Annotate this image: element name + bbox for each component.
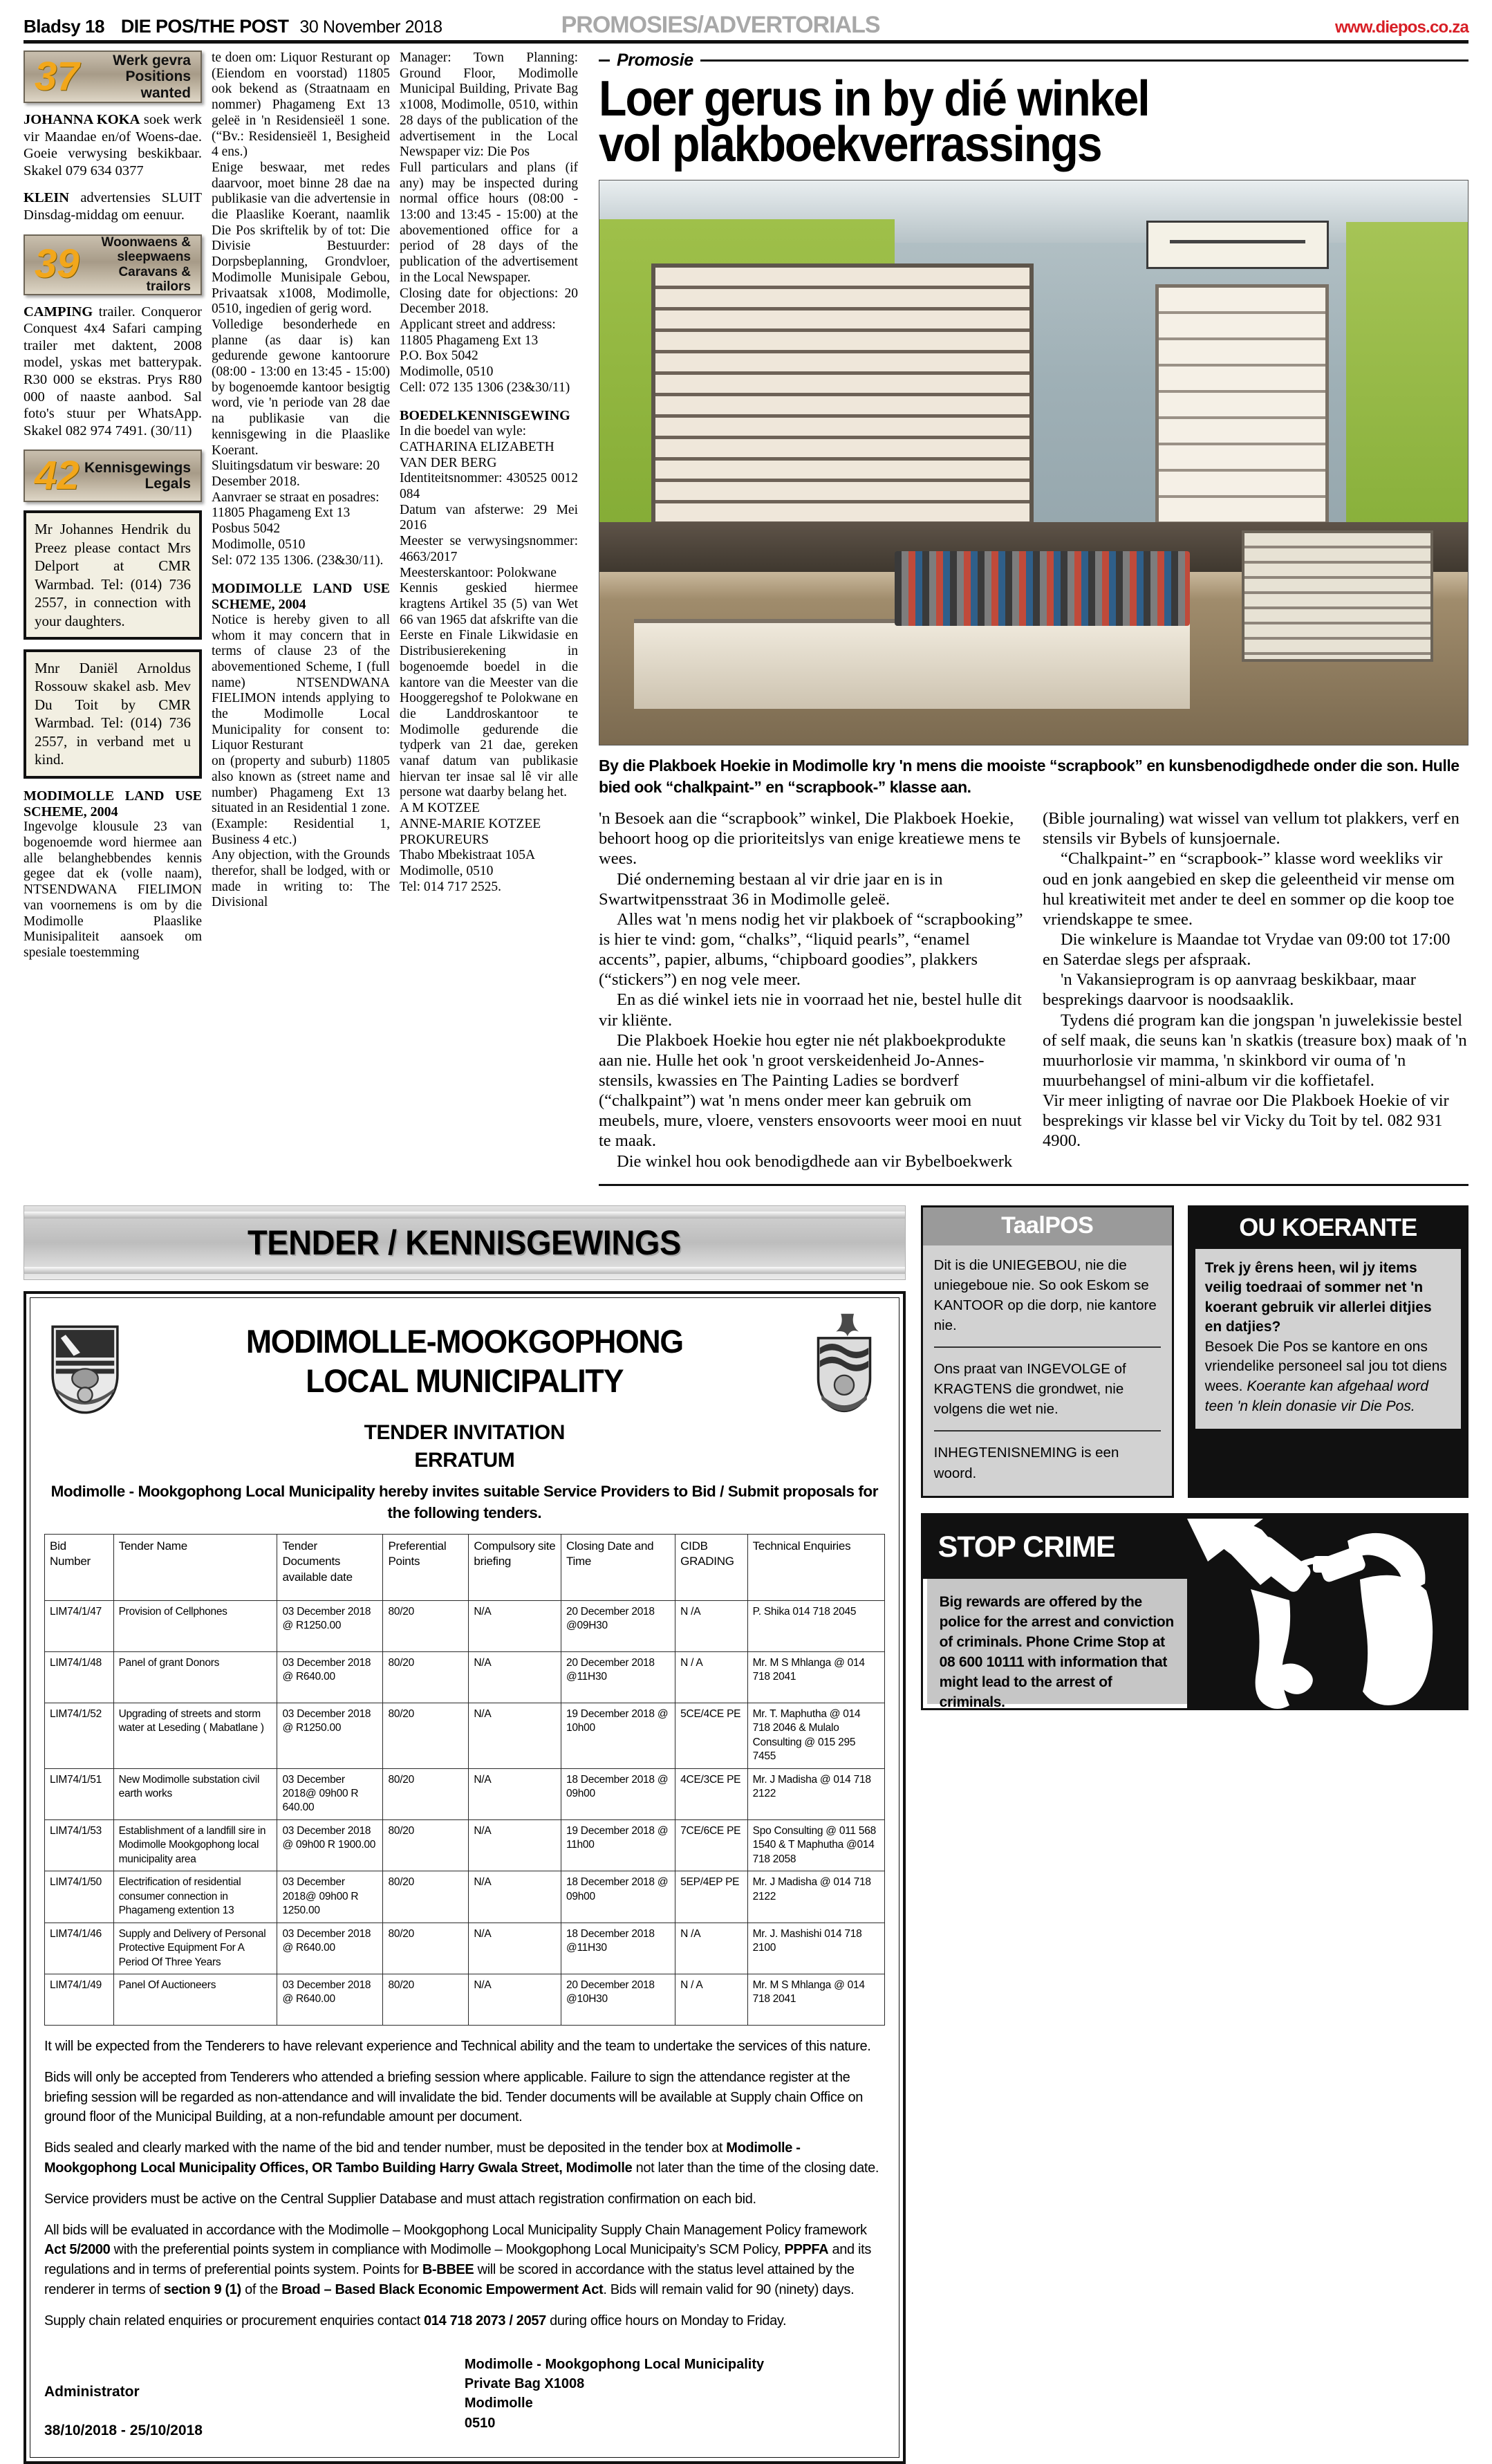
notice-text: Posbus 5042 <box>212 521 281 537</box>
notice-text: Kennis geskied hiermee kragtens Artikel 35 (5) van Wet 66 van 1965 dat afskrifte van die Eerste en Finale Likwidasie en Distribusierekening in bogenoemde boedel in die kantore van die Meester van die Hooggeregshof te Polokwane en die Landdroskantoor te Modimolle gedurende die tydperk van 21 dae, gereken vanaf datum van publikasie hiervan ter insae sal lê vir alle persone wat daarby belang het. <box>400 581 578 800</box>
notice-heading: MODIMOLLE LAND USE SCHEME, 2004 <box>24 788 202 819</box>
paragraph: “Chalkpaint-” en “scrapbook-” klasse word weekliks vir oud en jonk aangebied en skep die geleentheid vir mense om hul kreatiwiteit met ander te deel en sommer op die koop toe vriendskappe te smee. <box>1043 849 1455 929</box>
horizontal-rule <box>700 59 1468 62</box>
cell-tender-name: New Modimolle substation civil earth works <box>113 1768 277 1819</box>
col-header-closing-date: Closing Date and Time <box>561 1534 675 1600</box>
notice-text: Full particulars and plans (if any) may be inspected during normal office hours (08:00 - 13:00 and 13:45 - 15:00) at the abovementioned office for a period of 28 days of the publication of the advertisement in the Local Newspaper. <box>400 160 578 285</box>
cell-closing-date: 20 December 2018 @09H30 <box>561 1600 675 1651</box>
notice-text: Meester se verwysingsnommer: 4663/2017 <box>400 534 578 564</box>
category-banner-42 <box>24 450 202 502</box>
cell-bid-number: LIM74/1/50 <box>45 1871 114 1923</box>
tender-invitation-title: TENDER INVITATION <box>364 1420 566 1444</box>
classifieds-column-3 <box>400 50 578 1196</box>
taalpos-tip-2: Ons praat van INGEVOLGE of KRAGTENS die grondwet, nie volgens die wet nie. <box>933 1361 1126 1418</box>
promo-label-row <box>599 50 1468 71</box>
cell-cidb-grading: 5CE/4CE PE <box>675 1703 747 1768</box>
category-label: Kennisgewings Legals <box>84 459 191 492</box>
masthead <box>24 0 1468 40</box>
ou-koerante-title: OU KOERANTE <box>1190 1207 1466 1249</box>
table-row <box>45 1974 885 2025</box>
tender-paragraph-4: Service providers must be active on the Central Supplier Database and must attach registration confirmation on each bid. <box>44 2191 756 2207</box>
notice-text: A M KOTZEE <box>400 801 480 816</box>
notice-heading: MODIMOLLE LAND USE SCHEME, 2004 <box>212 581 390 612</box>
cell-bid-number: LIM74/1/52 <box>45 1703 114 1768</box>
cell-bid-number: LIM74/1/47 <box>45 1600 114 1651</box>
ou-koerante-body <box>1195 1249 1461 1429</box>
tender-banner-title: TENDER / KENNISGEWINGS <box>248 1223 682 1262</box>
classified-ad-camping: CAMPING trailer. Conqueror Conquest 4x4 Safari camping trailer met daktent, 2008 model, yskas met batterypak. R30 000 se ekstras. Prys R80 000 of naaste aanbod. Sal foto's stuur per WhatsApp. Skakel 082 974 7491. (30/11) <box>24 304 202 438</box>
category-banner-37 <box>24 50 202 103</box>
cell-documents-date: 03 December 2018 @ 09h00 R 1900.00 <box>277 1819 383 1871</box>
ou-koerante-box <box>1188 1205 1468 1498</box>
category-number: 37 <box>35 53 80 99</box>
notice-text: ANNE-MARIE KOTZEE PROKUREURS <box>400 816 541 847</box>
promo-label: Promosie <box>617 50 693 70</box>
page-number-label: Bladsy 18 <box>24 16 104 37</box>
cell-preferential-points: 80/20 <box>383 1651 469 1703</box>
municipality-line-1: MODIMOLLE-MOOKGOPHONG <box>245 1323 683 1360</box>
tender-paragraph-3: Bids sealed and clearly marked with the name of the bid and tender number, must be deposited in the tender box at Modimolle - Mookgophong Local Municipality Offices, OR Tambo Building Harry Gwala Street, Modimolle not later than the time of the closing date. <box>44 2140 879 2176</box>
cell-preferential-points: 80/20 <box>383 1600 469 1651</box>
paragraph: Alles wat 'n mens nodig het vir plakboek of “scrapbooking” is hier te vind: gom, “chalks”, “liquid pearls”, “enamel accents”, papier, albums, “chipboard goodies”, plakkers (“stickers”) en nog vele meer. <box>599 909 1023 990</box>
category-number: 39 <box>35 241 80 287</box>
notice-text: Sluitingsdatum vir besware: 20 Desember 2018. <box>212 458 380 489</box>
category-label: Woonwaens & sleepwaens Caravans & trailors <box>101 235 191 294</box>
dash-icon <box>599 59 610 62</box>
masthead-rule <box>24 40 1468 44</box>
cell-tender-name: Upgrading of streets and storm water at Leseding ( Mabatlane ) <box>113 1703 277 1768</box>
cell-closing-date: 19 December 2018 @ 10h00 <box>561 1703 675 1768</box>
table-row <box>45 1600 885 1651</box>
advertorial-section <box>584 50 1468 1196</box>
ou-koerante-bold-text: Trek jy êrens heen, wil jy items veilig toedraai of sommer net 'n koerant gebruik vir allerlei ditjies en datjies? <box>1204 1259 1432 1335</box>
municipality-crest-right-icon <box>803 1310 885 1414</box>
notice-text: Sel: 072 135 1306. (23&30/11). <box>212 553 384 568</box>
col-header-preferential-points: Preferential Points <box>383 1534 469 1600</box>
tender-paragraph-1: It will be expected from the Tenderers to have relevant experience and Technical ability and the team to undertake the services of this nature. <box>44 2038 871 2054</box>
cell-site-briefing: N/A <box>469 1974 561 2025</box>
lower-content-area <box>24 1205 1468 2464</box>
cell-tender-name: Supply and Delivery of Personal Protective Equipment For A Period Of Three Years <box>113 1923 277 1974</box>
paragraph: Vir meer inligting of navrae oor Die Plakboek Hoekie of vir besprekings vir klasse bel vir Vicky du Toit by tel. 082 931 4900. <box>1043 1091 1449 1151</box>
notice-text: Aanvraer se straat en posadres: <box>212 490 380 505</box>
cell-technical-enquiries: Mr. T. Maphutha @ 014 718 2046 & Mulalo Consulting @ 015 295 7455 <box>747 1703 884 1768</box>
cell-cidb-grading: 5EP/4EP PE <box>675 1871 747 1923</box>
taalpos-body <box>923 1245 1172 1496</box>
cell-preferential-points: 80/20 <box>383 1768 469 1819</box>
top-content-area <box>24 50 1468 1196</box>
notice-text: Tel: 014 717 2525. <box>400 879 502 894</box>
table-row <box>45 1768 885 1819</box>
notice-text: Datum van afsterwe: 29 Mei 2016 <box>400 502 578 533</box>
cell-closing-date: 18 December 2018 @11H30 <box>561 1923 675 1974</box>
cell-cidb-grading: N / A <box>675 1974 747 2025</box>
website-url[interactable]: www.diepos.co.za <box>1334 18 1468 37</box>
cell-closing-date: 19 December 2018 @ 11h00 <box>561 1819 675 1871</box>
boxed-ad-rossouw: Mnr Daniël Arnoldus Rossouw skakel asb. Mev Du Toit by CMR Warmbad. Tel: (014) 736 2557, in verband met u kind. <box>24 649 202 779</box>
table-row <box>45 1871 885 1923</box>
cell-site-briefing: N/A <box>469 1600 561 1651</box>
cell-site-briefing: N/A <box>469 1703 561 1768</box>
issue-date: 30 November 2018 <box>299 17 442 37</box>
col-header-documents-date: Tender Documents available date <box>277 1534 383 1600</box>
cell-site-briefing: N/A <box>469 1923 561 1974</box>
cell-cidb-grading: N /A <box>675 1923 747 1974</box>
notice-text: Thabo Mbekistraat 105A <box>400 848 536 863</box>
cell-tender-name: Provision of Cellphones <box>113 1600 277 1651</box>
classifieds-column-1 <box>24 50 202 1196</box>
boxed-ad-du-preez: Mr Johannes Hendrik du Preez please contact Mrs Delport at CMR Warmbad. Tel: (014) 736 2557, in connection with your daughters. <box>24 510 202 640</box>
divider <box>934 1430 1161 1432</box>
cell-site-briefing: N/A <box>469 1871 561 1923</box>
cell-bid-number: LIM74/1/53 <box>45 1819 114 1871</box>
cell-preferential-points: 80/20 <box>383 1923 469 1974</box>
table-header-row <box>45 1534 885 1600</box>
paragraph: Die winkelure is Maandae tot Vrydae van 09:00 tot 17:00 en Saterdae slegs per afspraak. <box>1043 930 1451 970</box>
classified-ad-klein: KLEIN advertensies SLUIT Dinsdag-middag om eenuur. <box>24 190 202 223</box>
advertorial-column-1 <box>599 808 1025 1171</box>
tender-section <box>24 1205 906 2464</box>
cell-site-briefing: N/A <box>469 1768 561 1819</box>
col-header-bid-number: Bid Number <box>45 1534 114 1600</box>
administrator-block <box>44 2355 465 2439</box>
address-line-4: 0510 <box>464 2415 496 2431</box>
notice-text: te doen om: Liquor Resturant op (Eiendom en voorstad) 11805 ook bekend as (Straatnaam en nommer) Phagameng Ext 13 geleë in 'n Residensieël 1 sone. (“Bv.: Residensieël 1, Besigheid 4 ens.) <box>212 50 390 160</box>
address-line-1: Modimolle - Mookgophong Local Municipality <box>464 2356 765 2372</box>
tender-advert-box <box>24 1291 906 2464</box>
tender-intro-text: Modimolle - Mookgophong Local Municipality hereby invites suitable Service Providers to Bid / Submit proposals for the following tenders. <box>50 1482 879 1522</box>
municipality-header <box>44 1310 885 1414</box>
notice-text: P.O. Box 5042 <box>400 349 478 364</box>
cell-preferential-points: 80/20 <box>383 1974 469 2025</box>
cell-documents-date: 03 December 2018@ 09h00 R 640.00 <box>277 1768 383 1819</box>
cell-closing-date: 18 December 2018 @ 09h00 <box>561 1871 675 1923</box>
col-header-site-briefing: Compulsory site briefing <box>469 1534 561 1600</box>
notice-text: on (property and suburb) 11805 also known as (street name and number) Phagameng Ext 13 situated in an Residential 1 zone. (Example: Residential 1, Business 4 etc.) <box>212 754 390 847</box>
section-title: PROMOSIES/ADVERTORIALS <box>561 12 880 38</box>
notice-text: CATHARINA ELIZABETH VAN DER BERG <box>400 439 554 470</box>
cell-documents-date: 03 December 2018 @ R640.00 <box>277 1651 383 1703</box>
notice-text: Any objection, with the Grounds therefor, shall be lodged, with or made in writing to: The Divisional <box>212 848 390 910</box>
cell-technical-enquiries: Mr. J. Mashishi 014 718 2100 <box>747 1923 884 1974</box>
stop-crime-ad <box>921 1513 1468 1710</box>
notice-text: In die boedel van wyle: <box>400 424 527 439</box>
cell-preferential-points: 80/20 <box>383 1871 469 1923</box>
advertorial-photo <box>599 180 1468 745</box>
municipality-crest-left-icon <box>44 1310 126 1414</box>
paragraph: Die winkel hou ook benodigdhede aan vir Bybelboekwerk <box>617 1151 1013 1171</box>
right-rail <box>921 1205 1468 2464</box>
classifieds-section <box>24 50 584 1196</box>
paragraph: En as dié winkel iets nie in voorraad het nie, bestel hulle dit vir kliënte. <box>599 990 1022 1030</box>
col-header-tender-name: Tender Name <box>113 1534 277 1600</box>
notice-text: Modimolle, 0510 <box>212 537 306 552</box>
notice-text: Modimolle, 0510 <box>400 364 494 380</box>
taalpos-tip-1: Dit is die UNIEGEBOU, nie die uniegeboue nie. So ook Eskom se KANTOOR op die dorp, nie kantore nie. <box>933 1257 1157 1334</box>
table-body <box>45 1600 885 2025</box>
cell-closing-date: 20 December 2018 @10H30 <box>561 1974 675 2025</box>
paragraph: 'n Besoek aan die “scrapbook” winkel, Die Plakboek Hoekie, behoort hoog op die prioriteitslys van enige kreatiewe mens te wees. <box>599 809 1021 869</box>
cell-closing-date: 20 December 2018 @11H30 <box>561 1651 675 1703</box>
paragraph: Die Plakboek Hoekie hou egter nie nét plakboekprodukte aan nie. Hulle het ook 'n groot verskeidenheid Jo-Annes-stensils, kwassies en The Painting Ladies se bordverf (“chalkpaint”) wat 'n mens onder meer kan gebruik om meubels, mure, vloere, vensters ensovoorts weer mooi en nuut te maak. <box>599 1030 1022 1151</box>
cell-site-briefing: N/A <box>469 1651 561 1703</box>
classified-ad-johanna: JOHANNA KOKA soek werk vir Maandae en/of Woens-dae. Goeie verwysing beskikbaar. Skakel 079 634 0377 <box>24 112 202 178</box>
advertorial-headline: Loer gerus in by dié winkel vol plakboekverrassings <box>599 71 1149 173</box>
table-row <box>45 1923 885 1974</box>
tender-paragraph-6: Supply chain related enquiries or procurement enquiries contact 014 718 2073 / 2057 during office hours on Monday to Friday. <box>44 2313 787 2328</box>
cell-documents-date: 03 December 2018@ 09h00 R 1250.00 <box>277 1871 383 1923</box>
taalpos-box <box>921 1205 1174 1498</box>
notice-text: 11805 Phagameng Ext 13 <box>400 333 539 348</box>
notice-text: Modimolle, 0510 <box>400 863 494 878</box>
notice-text: Identiteitsnommer: 430525 0012 084 <box>400 471 578 502</box>
cell-cidb-grading: 4CE/3CE PE <box>675 1768 747 1819</box>
notice-body: Ingevolge klousule 23 van bogenoemde word hiermee aan alle belanghebbendes kennis gegee dat ek (volle naam), NTSENDWANA FIELIMON van voornemens is om by die Modimolle Plaaslike Munisipaliteit aansoek om spesiale toestemming <box>24 819 202 960</box>
cell-technical-enquiries: Mr. M S Mhlanga @ 014 718 2041 <box>747 1651 884 1703</box>
cell-technical-enquiries: Mr. M S Mhlanga @ 014 718 2041 <box>747 1974 884 2025</box>
cell-bid-number: LIM74/1/51 <box>45 1768 114 1819</box>
photo-caption: By die Plakboek Hoekie in Modimolle kry 'n mens die mooiste “scrapbook” en kunsbenodigdhede onder die son. Hulle bied ook “chalkpaint-” en “scrapbook-” klasse aan. <box>599 757 1460 796</box>
notice-text: Volledige besonderhede en planne (as daar is) kan gedurende gewone kantoorure (08:00 - 13:00 en 13:45 - 15:00) by bogenoemde kantoor besigtig word, vie 'n periode van 28 dae na publikasie van die kennisgewing in die Plaaslike Koerant. <box>212 317 390 458</box>
cell-bid-number: LIM74/1/46 <box>45 1923 114 1974</box>
ou-koerante-text: Besoek Die Pos se kantore en ons vriendelike personeel sal jou tot diens wees. Koerante kan afgehaal word teen 'n klein donasie vir Die Pos. <box>1204 1338 1447 1414</box>
cell-preferential-points: 80/20 <box>383 1819 469 1871</box>
category-label: Werk gevra Positions wanted <box>113 52 191 101</box>
taalpos-title: TaalPOS <box>923 1207 1172 1245</box>
table-row <box>45 1703 885 1768</box>
cell-cidb-grading: N / A <box>675 1651 747 1703</box>
cell-technical-enquiries: Mr. J Madisha @ 014 718 2122 <box>747 1871 884 1923</box>
municipality-line-2: LOCAL MUNICIPALITY <box>306 1362 624 1400</box>
section-divider <box>599 1184 1468 1186</box>
table-row <box>45 1819 885 1871</box>
cell-site-briefing: N/A <box>469 1819 561 1871</box>
cell-bid-number: LIM74/1/48 <box>45 1651 114 1703</box>
cell-tender-name: Electrification of residential consumer connection in Phagameng extention 13 <box>113 1871 277 1923</box>
cell-cidb-grading: 7CE/6CE PE <box>675 1819 747 1871</box>
handcuffs-icon <box>1187 1515 1466 1708</box>
erratum-title: ERRATUM <box>414 1448 515 1472</box>
cell-documents-date: 03 December 2018 @ R1250.00 <box>277 1600 383 1651</box>
tender-signature-row <box>44 2355 885 2439</box>
cell-closing-date: 18 December 2018 @ 09h00 <box>561 1768 675 1819</box>
taalpos-tip-3: INHEGTENISNEMING is een woord. <box>933 1445 1119 1481</box>
advertorial-column-2 <box>1043 808 1468 1171</box>
notice-text: Manager: Town Planning: Ground Floor, Modimolle Municipal Building, Private Bag x1008, Modimolle, 0510, within 28 days of the publication of the advertisement in the Local Newspaper viz: Die Pos <box>400 50 578 160</box>
notice-heading: BOEDELKENNISGEWING <box>400 408 570 424</box>
cell-tender-name: Establishment of a landfill sire in Modimolle Mookgophong local municipality area <box>113 1819 277 1871</box>
notice-text: 11805 Phagameng Ext 13 <box>212 506 351 521</box>
classified-notice-1 <box>24 788 202 961</box>
paragraph: 'n Vakansieprogram is op aanvraag beskikbaar, maar besprekings daarvoor is noodsaaklik. <box>1043 970 1416 1010</box>
notice-text: Cell: 072 135 1306 (23&30/11) <box>400 380 570 395</box>
publication-title: DIE POS/THE POST <box>120 16 289 37</box>
tender-table <box>44 1534 885 2026</box>
notice-text: Enige beswaar, met redes daarvoor, moet binne 28 dae na publikasie van die advertensie in die Plaaslike Koerant, naamlik Die Pos skriftelik by of tot: Die Divisie Bestuurder: Dorpsbeplanning, Grondvloer, Modimolle Munisipale Gebou, Privaatsak x1008, Modimolle, 0510, ingedien of gerig word. <box>212 160 390 317</box>
cell-documents-date: 03 December 2018 @ R640.00 <box>277 1974 383 2025</box>
address-line-3: Modimolle <box>464 2396 533 2411</box>
tender-reference: 38/10/2018 - 25/10/2018 <box>44 2422 203 2438</box>
cell-technical-enquiries: Spo Consulting @ 011 568 1540 & T Maphutha @014 718 2058 <box>747 1819 884 1871</box>
cell-tender-name: Panel Of Auctioneers <box>113 1974 277 2025</box>
paragraph: Tydens dié program kan die jongspan 'n juwelekissie bestel of self maak, die seuns kan 'n skatkis (treasure box) maak of 'n muurhorlosie vir mamma, 'n skinkbord vir ouma of 'n muurbehangsel of mini-album vir die koffietafel. <box>1043 1010 1467 1091</box>
category-banner-39 <box>24 234 202 295</box>
paragraph: Dié onderneming bestaan al vir drie jaar en is in Swartwitpensstraat 36 in Modimolle geleë. <box>599 869 943 909</box>
notice-text: Applicant street and address: <box>400 317 556 332</box>
cell-bid-number: LIM74/1/49 <box>45 1974 114 2025</box>
cell-technical-enquiries: P. Shika 014 718 2045 <box>747 1600 884 1651</box>
cell-technical-enquiries: Mr. J Madisha @ 014 718 2122 <box>747 1768 884 1819</box>
table-row <box>45 1651 885 1703</box>
address-line-2: Private Bag X1008 <box>464 2375 585 2391</box>
col-header-technical-enquiries: Technical Enquiries <box>747 1534 884 1600</box>
divider <box>934 1346 1161 1348</box>
paragraph: (Bible journaling) wat wissel van vellum tot plakkers, verf en stensils vir Bybels of kunsjoernale. <box>1043 809 1460 849</box>
notice-text: Notice is hereby given to all whom it may concern that in terms of clause 23 of the abovementioned Scheme, I (full name) NTSENDWANA FIELIMON intends applying to the Modimolle Local Municipality for consent to: Liquor Resturant <box>212 612 390 753</box>
municipality-address-block <box>465 2355 764 2439</box>
cell-documents-date: 03 December 2018 @ R1250.00 <box>277 1703 383 1768</box>
notice-text: Meesterskantoor: Polokwane <box>400 565 557 580</box>
category-number: 42 <box>35 453 80 499</box>
notice-text: Closing date for objections: 20 December 2018. <box>400 286 578 317</box>
rail-top-row <box>921 1205 1468 1498</box>
advertorial-body <box>599 808 1468 1171</box>
classifieds-column-2 <box>212 50 390 1196</box>
cell-tender-name: Panel of grant Donors <box>113 1651 277 1703</box>
col-header-cidb-grading: CIDB GRADING <box>675 1534 747 1600</box>
municipality-name <box>133 1324 796 1400</box>
cell-documents-date: 03 December 2018 @ R640.00 <box>277 1923 383 1974</box>
administrator-label: Administrator <box>44 2383 140 2400</box>
stop-crime-title: STOP CRIME <box>938 1530 1115 1564</box>
stop-crime-body-text: Big rewards are offered by the police for the arrest and conviction of criminals. Phone Crime Stop at 08 600 10111 with information that might lead to the arrest of criminals. <box>939 1593 1174 1710</box>
cell-cidb-grading: N /A <box>675 1600 747 1651</box>
cell-preferential-points: 80/20 <box>383 1703 469 1768</box>
tender-paragraph-5: All bids will be evaluated in accordance with the Modimolle – Mookgophong Local Municipality Supply Chain Management Policy framework Act 5/2000 with the preferential points system in compliance with Modimolle – Mookgophong Local Municipaity’s SCM Policy, PPPFA and its regulations and in terms of preferential points system. Points for B-BBEE will be scored in accordance with the status level attained by the renderer in terms of section 9 (1) of the Broad – Based Black Economic Empowerment Act. Bids will remain valid for 90 (ninety) days. <box>44 2222 871 2297</box>
tender-paragraph-2: Bids will only be accepted from Tenderers who attended a briefing session where applicable. Failure to sign the attendance register at the briefing session will be regarded as non-attendance and will invalidate the bid. Tender documents will be available at Supply chain Office on ground floor of the Municipal Building, at a non-refundable amount per document. <box>44 2069 864 2125</box>
tender-banner <box>24 1205 906 1280</box>
